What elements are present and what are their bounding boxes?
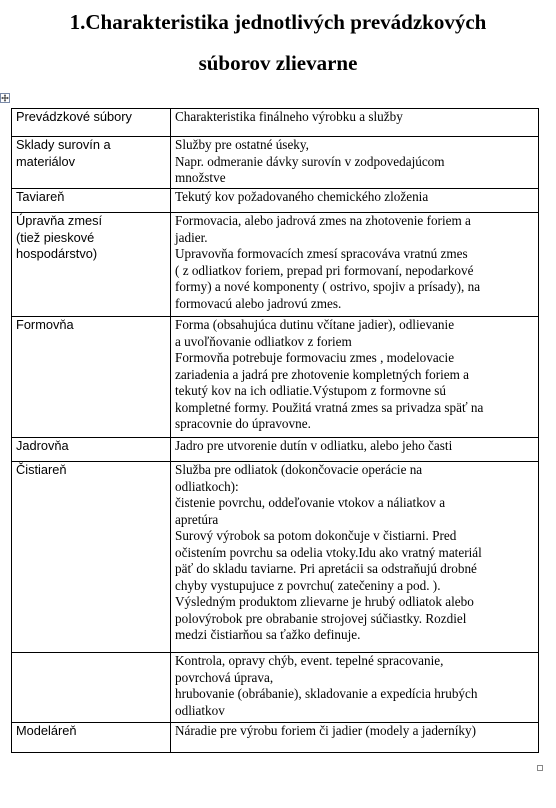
description-line: Služba pre odliatok (dokončovacie operácie na <box>175 462 423 477</box>
row-label: Jadrovňa <box>16 438 69 453</box>
description-line: očistením povrchu sa odelia vtoky.Idu ako vratný materiál <box>175 544 482 560</box>
description-line: tekutý kov na ich odliatie.Výstupom z formovne sú <box>175 383 447 398</box>
description-line: čistenie povrchu, oddeľovanie vtokov a náliatkov a <box>175 495 446 510</box>
row-label-cell[interactable] <box>12 438 171 462</box>
description-line: Tekutý kov požadovaného chemického zloženia <box>175 189 429 204</box>
description-line: Napr. odmeranie dávky surovín v zodpovedajúcom <box>175 153 445 169</box>
table-row <box>12 137 539 189</box>
header-label-characteristics: Charakteristika finálneho výrobku a služby <box>175 109 403 124</box>
table-row <box>12 462 539 653</box>
description-line: medzi čistiarňou sa ťažko definuje. <box>175 627 361 642</box>
description-line: Služby pre ostatné úseky, <box>175 137 309 152</box>
description-line: Surový výrobok sa potom dokončuje v čistiarni. Pred <box>175 528 457 543</box>
row-label-cell[interactable] <box>12 213 171 317</box>
description-line: Kontrola, opravy chýb, event. tepelné spracovanie, <box>175 653 444 668</box>
description-line: formy) a nové komponenty ( ostrivo, spojiv a prísady), na <box>175 279 481 294</box>
description-line: spracovnie do úpravovne. <box>175 416 311 431</box>
description-line: Formovacia, alebo jadrová zmes na zhotovenie foriem a <box>175 213 471 228</box>
description-line: a uvoľňovanie odliatkov z foriem <box>175 333 352 349</box>
row-description-cell[interactable] <box>171 438 539 462</box>
table-header-row <box>12 109 539 137</box>
description-line: odliatkoch): <box>175 478 239 494</box>
header-cell-facilities[interactable] <box>12 109 171 137</box>
description-line: množstve <box>175 170 226 185</box>
row-label: hospodárstvo) <box>16 246 98 261</box>
table-row <box>12 653 539 723</box>
description-line: Výsledným produktom zlievarne je hrubý odliatok alebo <box>175 594 474 609</box>
table-row <box>12 213 539 317</box>
description-line: odliatkov <box>175 702 225 718</box>
description-line: Jadro pre utvorenie dutín v odliatku, alebo jeho časti <box>175 438 453 453</box>
table-row <box>12 189 539 213</box>
table-move-handle-icon[interactable] <box>0 93 10 103</box>
table-row <box>12 438 539 462</box>
row-label: (tiež pieskové <box>16 229 95 245</box>
description-line: formovacú alebo jadrovú zmes. <box>175 295 342 311</box>
row-label: Sklady surovín a materiálov <box>16 137 111 169</box>
row-description-cell[interactable] <box>171 317 539 438</box>
description-line: päť do skladu taviarne. Pri apretácii sa odstraňujú drobné <box>175 561 477 576</box>
row-label: Čistiareň <box>16 462 67 477</box>
description-line: ( z odliatkov foriem, prepad pri formovaní, nepodarkové <box>175 262 474 278</box>
title-line-2: súborov zlievarne <box>198 51 358 75</box>
row-label-cell[interactable] <box>12 137 171 189</box>
row-label: Taviareň <box>16 189 65 204</box>
row-description-cell[interactable] <box>171 723 539 753</box>
row-description-cell[interactable] <box>171 653 539 723</box>
row-label-cell[interactable] <box>12 317 171 438</box>
table-resize-handle-icon[interactable] <box>537 765 543 771</box>
row-label: Formovňa <box>16 317 74 332</box>
description-line: chyby vystupujuce z povrchu( zatečeniny a pod. ). <box>175 577 441 593</box>
row-description-cell[interactable] <box>171 137 539 189</box>
title-line-1: 1.Charakteristika jednotlivých prevádzkových <box>69 10 487 34</box>
row-label-cell[interactable] <box>12 189 171 213</box>
description-line: kompletné formy. Použitá vratná zmes sa privadza späť na <box>175 399 484 415</box>
header-cell-characteristics[interactable] <box>171 109 539 137</box>
row-description-cell[interactable] <box>171 189 539 213</box>
description-line: polovýrobok pre obrabanie strojovej súčiastky. Rozdiel <box>175 610 467 626</box>
header-label-facilities: Prevádzkové súbory <box>16 109 132 124</box>
row-label-cell[interactable] <box>12 462 171 653</box>
description-line: Upravovňa formovacích zmesí spracováva vratnú zmes <box>175 246 468 261</box>
description-line: Formovňa potrebuje formovaciu zmes , modelovacie <box>175 350 455 365</box>
facilities-table <box>11 108 539 753</box>
description-line: jadier. <box>175 229 208 245</box>
description-line: Forma (obsahujúca dutinu včítane jadier), odlievanie <box>175 317 455 332</box>
table-row <box>12 317 539 438</box>
row-label: Modeláreň <box>16 723 77 738</box>
row-label-cell[interactable] <box>12 653 171 723</box>
description-line: apretúra <box>175 511 219 527</box>
description-line: zariadenia a jadrá pre zhotovenie kompletných foriem a <box>175 366 470 382</box>
description-line: povrchová úprava, <box>175 669 274 685</box>
description-line: Náradie pre výrobu foriem či jadier (modely a jaderníky) <box>175 723 476 738</box>
row-description-cell[interactable] <box>171 462 539 653</box>
row-label-cell[interactable] <box>12 723 171 753</box>
row-label: Úpravňa zmesí <box>16 213 103 228</box>
description-line: hrubovanie (obrábanie), skladovanie a expedícia hrubých <box>175 686 478 701</box>
row-description-cell[interactable] <box>171 213 539 317</box>
table-row <box>12 723 539 753</box>
